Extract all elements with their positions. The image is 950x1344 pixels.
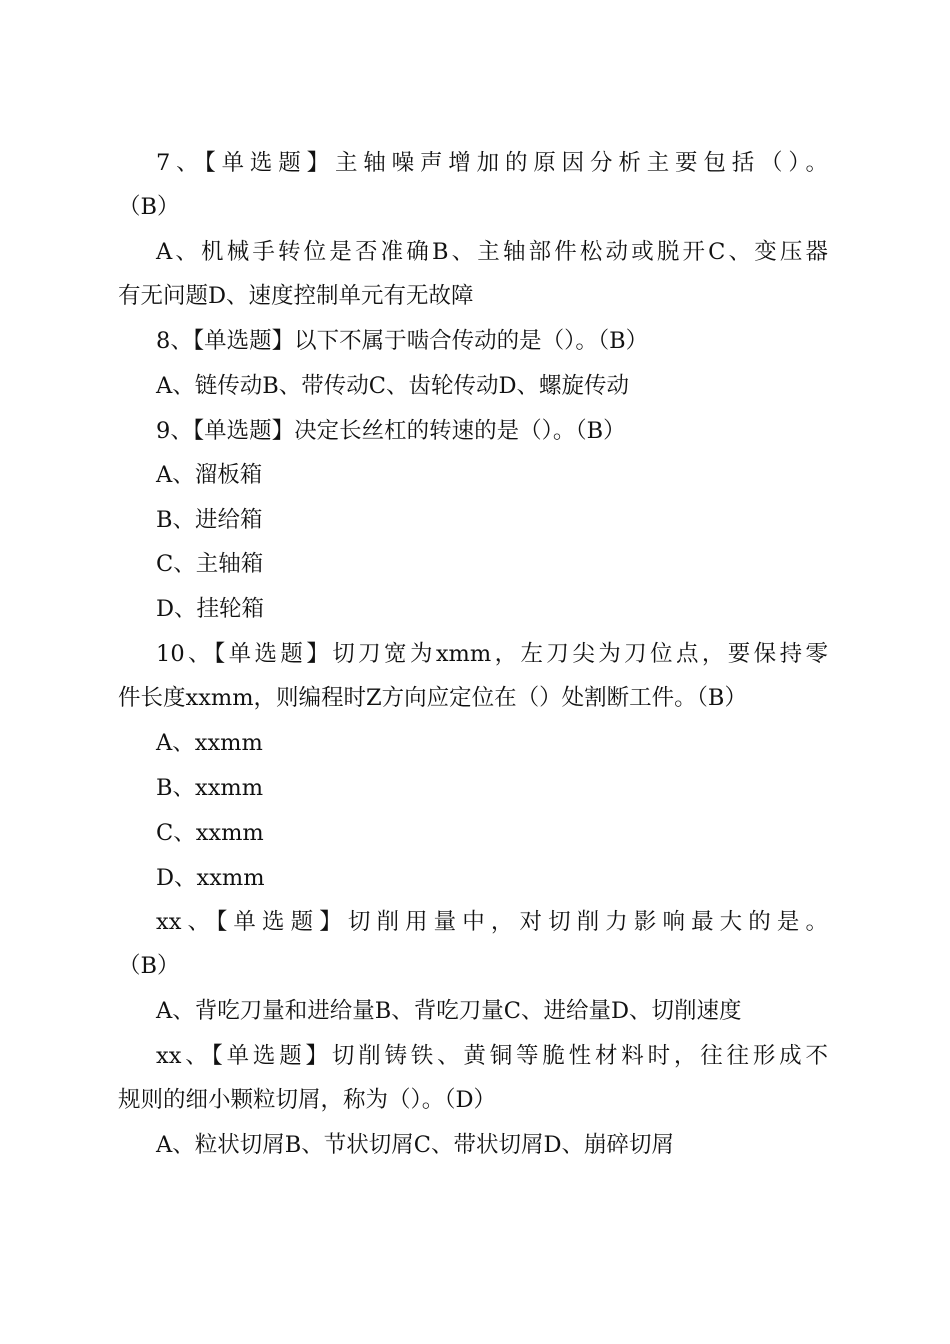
q9-option-c: C、主轴箱 [156, 551, 264, 577]
q11-answer: （B） [118, 953, 180, 979]
q10-stem-line2: 件长度xxmm，则编程时Z方向应定位在（）处割断工件。（B） [118, 685, 747, 711]
q10-option-c: C、xxmm [156, 820, 264, 846]
q9-option-b: B、进给箱 [156, 507, 263, 533]
q10-option-a: A、xxmm [156, 730, 263, 756]
q9-option-d: D、挂轮箱 [156, 596, 265, 622]
q9-stem: 9、【单选题】决定长丝杠的转速的是（）。（B） [156, 418, 626, 444]
q7-stem: 7、【单选题】主轴噪声增加的原因分析主要包括（）。 [156, 150, 828, 176]
q7-answer: （B） [118, 194, 180, 220]
q11-options: A、背吃刀量和进给量B、背吃刀量C、进给量D、切削速度 [156, 998, 742, 1024]
q7-options-line2: 有无问题D、速度控制单元有无故障 [118, 283, 474, 309]
q10-stem-line1: 10、【单选题】切刀宽为xmm，左刀尖为刀位点，要保持零 [156, 641, 828, 667]
q12-options: A、粒状切屑B、节状切屑C、带状切屑D、崩碎切屑 [156, 1132, 675, 1158]
q8-options: A、链传动B、带传动C、齿轮传动D、螺旋传动 [156, 373, 630, 399]
q12-stem-line1: xx、【单选题】切削铸铁、黄铜等脆性材料时，往往形成不 [156, 1043, 828, 1069]
q10-option-d: D、xxmm [156, 865, 265, 891]
q11-stem: xx、【单选题】切削用量中，对切削力影响最大的是。 [156, 909, 828, 935]
q7-options-line1: A、机械手转位是否准确B、主轴部件松动或脱开C、变压器 [156, 239, 828, 265]
q9-option-a: A、溜板箱 [156, 462, 263, 488]
q12-stem-line2: 规则的细小颗粒切屑，称为（）。（D） [118, 1087, 497, 1113]
q8-stem: 8、【单选题】以下不属于啮合传动的是（）。（B） [156, 328, 649, 354]
q10-option-b: B、xxmm [156, 775, 264, 801]
